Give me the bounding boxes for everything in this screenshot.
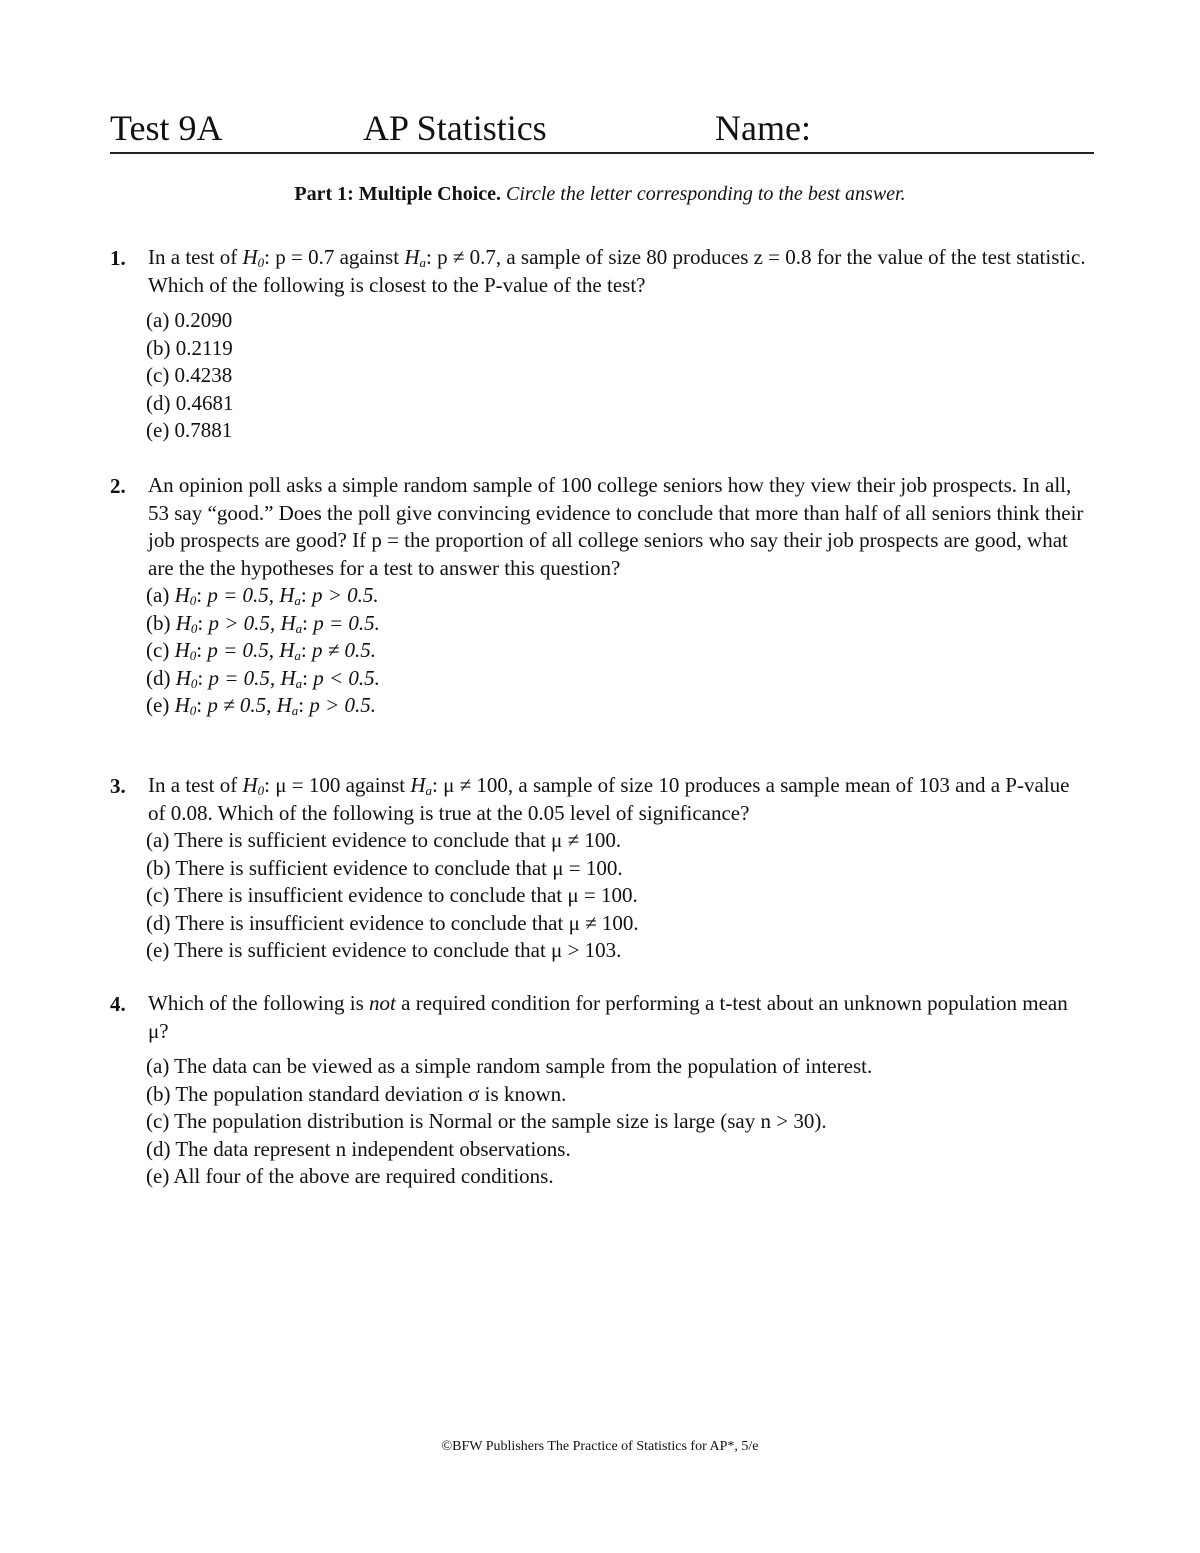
part-1-label: Part 1: Multiple Choice. — [294, 183, 502, 205]
choice-d[interactable]: (d) The data represent n independent observations. — [146, 1136, 571, 1161]
choice-a[interactable]: (a) $H_0$: p = 0.5, $H_a$: p > 0.5. — [146, 583, 379, 608]
choice-c[interactable]: (c) 0.4238 — [146, 363, 233, 387]
question-1 — [110, 244, 1090, 445]
question-stem: An opinion poll asks a simple random sample of 100 college seniors how they view their job prospects. In all, 53 say “good.” Does the poll give convincing evidence to conclude that more than half of all seniors think their job prospects are good? If p = the proportion of all college seniors who say their job prospects are good, what are the the hypotheses for a test to answer this question? — [148, 473, 1084, 580]
answer-choices — [146, 307, 1090, 445]
choice-b[interactable]: (b) 0.2119 — [146, 335, 233, 360]
choice-e[interactable]: (e) $H_0$: p ≠ 0.5, $H_a$: p > 0.5. — [146, 693, 377, 718]
question-4 — [110, 990, 1090, 1191]
name-label: Name: — [715, 108, 811, 148]
question-stem: Which of the following is not a required condition for performing a t-test about an unknown population mean μ? — [148, 991, 1068, 1043]
choice-e[interactable]: (e) There is sufficient evidence to conclude that μ > 103. — [146, 938, 622, 962]
answer-choices — [146, 582, 1090, 720]
part-1-instruction: Circle the letter corresponding to the best answer. — [506, 183, 906, 205]
question-number: 2. — [110, 474, 126, 498]
choice-c[interactable]: (c) There is insufficient evidence to conclude that μ = 100. — [146, 883, 638, 907]
question-2 — [110, 472, 1090, 720]
choice-d[interactable]: (d) There is insufficient evidence to conclude that μ ≠ 100. — [146, 910, 639, 935]
choice-a[interactable]: (a) The data can be viewed as a simple random sample from the population of interest. — [146, 1054, 873, 1078]
publisher-footer: ©BFW Publishers The Practice of Statistics for AP*, 5/e — [441, 1439, 759, 1454]
answer-choices — [146, 827, 1090, 965]
question-number: 4. — [110, 992, 126, 1016]
part-1-heading — [0, 180, 1200, 208]
question-stem: In a test of $H_0$: p = 0.7 against $H_a$: p ≠ 0.7, a sample of size 80 produces z = 0.8 for the value of the test statistic. Which of the following is closest to the P-value of the test? — [148, 245, 1086, 297]
question-stem: In a test of $H_0$: μ = 100 against $H_a$: μ ≠ 100, a sample of size 10 produces a sample mean of 103 and a P-value of 0.08. Which of the following is true at the 0.05 level of significance? — [148, 773, 1070, 825]
choice-b[interactable]: (b) $H_0$: p > 0.5, $H_a$: p = 0.5. — [146, 610, 380, 636]
choice-d[interactable]: (d) $H_0$: p = 0.5, $H_a$: p < 0.5. — [146, 665, 380, 691]
choice-e[interactable]: (e) 0.7881 — [146, 418, 233, 442]
choice-a[interactable]: (a) 0.2090 — [146, 308, 233, 332]
choice-e[interactable]: (e) All four of the above are required conditions. — [146, 1164, 554, 1188]
subject-title: AP Statistics — [363, 108, 547, 148]
choice-b[interactable]: (b) There is sufficient evidence to conclude that μ = 100. — [146, 855, 623, 880]
choice-d[interactable]: (d) 0.4681 — [146, 390, 234, 415]
test-title: Test 9A — [110, 108, 223, 148]
question-3 — [110, 772, 1090, 965]
choice-a[interactable]: (a) There is sufficient evidence to conclude that μ ≠ 100. — [146, 828, 622, 852]
test-header — [110, 106, 1094, 154]
question-number: 1. — [110, 246, 126, 270]
choice-c[interactable]: (c) The population distribution is Normal or the sample size is large (say n > 30). — [146, 1109, 827, 1133]
question-number: 3. — [110, 774, 126, 798]
choice-b[interactable]: (b) The population standard deviation σ is known. — [146, 1081, 567, 1106]
answer-choices — [146, 1053, 1090, 1191]
choice-c[interactable]: (c) $H_0$: p = 0.5, $H_a$: p ≠ 0.5. — [146, 638, 377, 663]
